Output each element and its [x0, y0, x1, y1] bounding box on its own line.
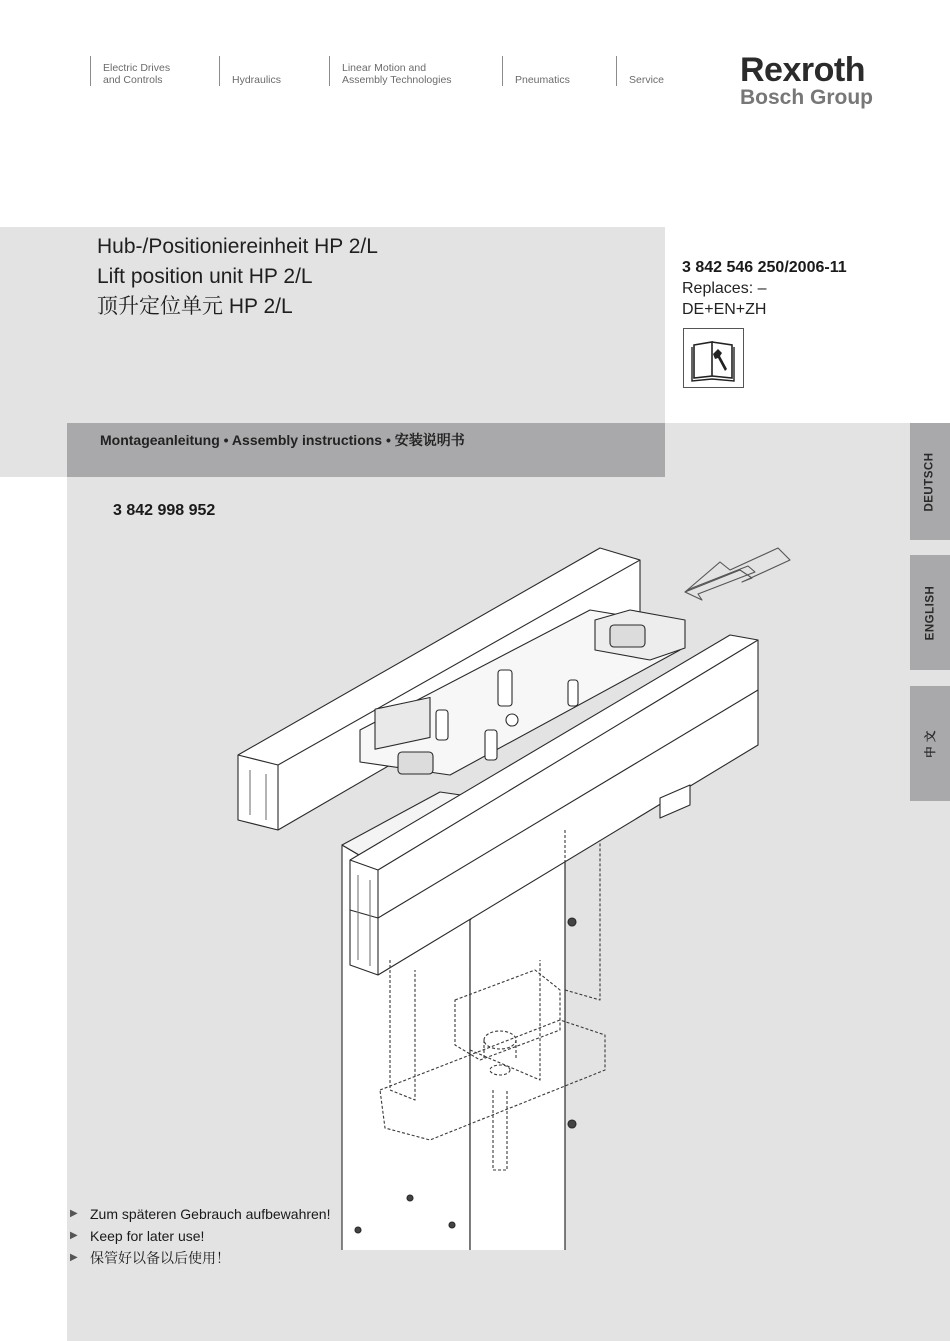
tab-chinese[interactable]: 中 文: [910, 686, 950, 801]
note-item: ▶ Zum späteren Gebrauch aufbewahren!: [70, 1203, 330, 1225]
division-pneumatics[interactable]: Pneumatics: [502, 56, 570, 86]
rexroth-logo: [740, 52, 890, 109]
direction-arrow-icon: [685, 548, 790, 600]
tab-deutsch[interactable]: DEUTSCH: [910, 423, 950, 540]
logo-wordmark: Rexroth: [740, 51, 865, 89]
document-subtitle: Montageanleitung • Assembly instructions • 安装说明书: [100, 432, 465, 448]
panel-edge: [0, 423, 67, 477]
title-english: Lift position unit HP 2/L: [97, 265, 313, 288]
title-german: Hub-/Positioniereinheit HP 2/L: [97, 235, 378, 258]
logo-subline: Bosch Group: [740, 86, 874, 109]
triangle-bullet-icon: ▶: [70, 1252, 78, 1263]
note-item: ▶ Keep for later use!: [70, 1225, 330, 1247]
division-nav: [88, 56, 688, 88]
document-info: [682, 257, 847, 320]
title-chinese: 顶升定位单元 HP 2/L: [97, 295, 293, 318]
note-item: ▶ 保管好以备以后使用！: [70, 1247, 330, 1269]
document-replaces: Replaces: –: [682, 280, 767, 297]
panel-right-strip: [665, 423, 950, 477]
triangle-bullet-icon: ▶: [70, 1230, 78, 1241]
tab-english[interactable]: ENGLISH: [910, 555, 950, 670]
part-number: 3 842 998 952: [113, 502, 216, 519]
division-service[interactable]: Service: [616, 56, 664, 86]
triangle-bullet-icon: ▶: [70, 1208, 78, 1219]
usage-notes: [70, 1203, 330, 1269]
document-titles: [97, 232, 378, 322]
document-number: 3 842 546 250/2006-11: [682, 259, 847, 276]
manual-wrench-icon: [683, 328, 744, 388]
division-hydraulics[interactable]: Hydraulics: [219, 56, 281, 86]
division-linear-motion[interactable]: Linear Motion and Assembly Technologies: [329, 56, 452, 86]
lift-unit-illustration: [230, 530, 800, 1250]
document-languages: DE+EN+ZH: [682, 301, 767, 318]
division-electric-drives[interactable]: Electric Drives and Controls: [90, 56, 170, 86]
